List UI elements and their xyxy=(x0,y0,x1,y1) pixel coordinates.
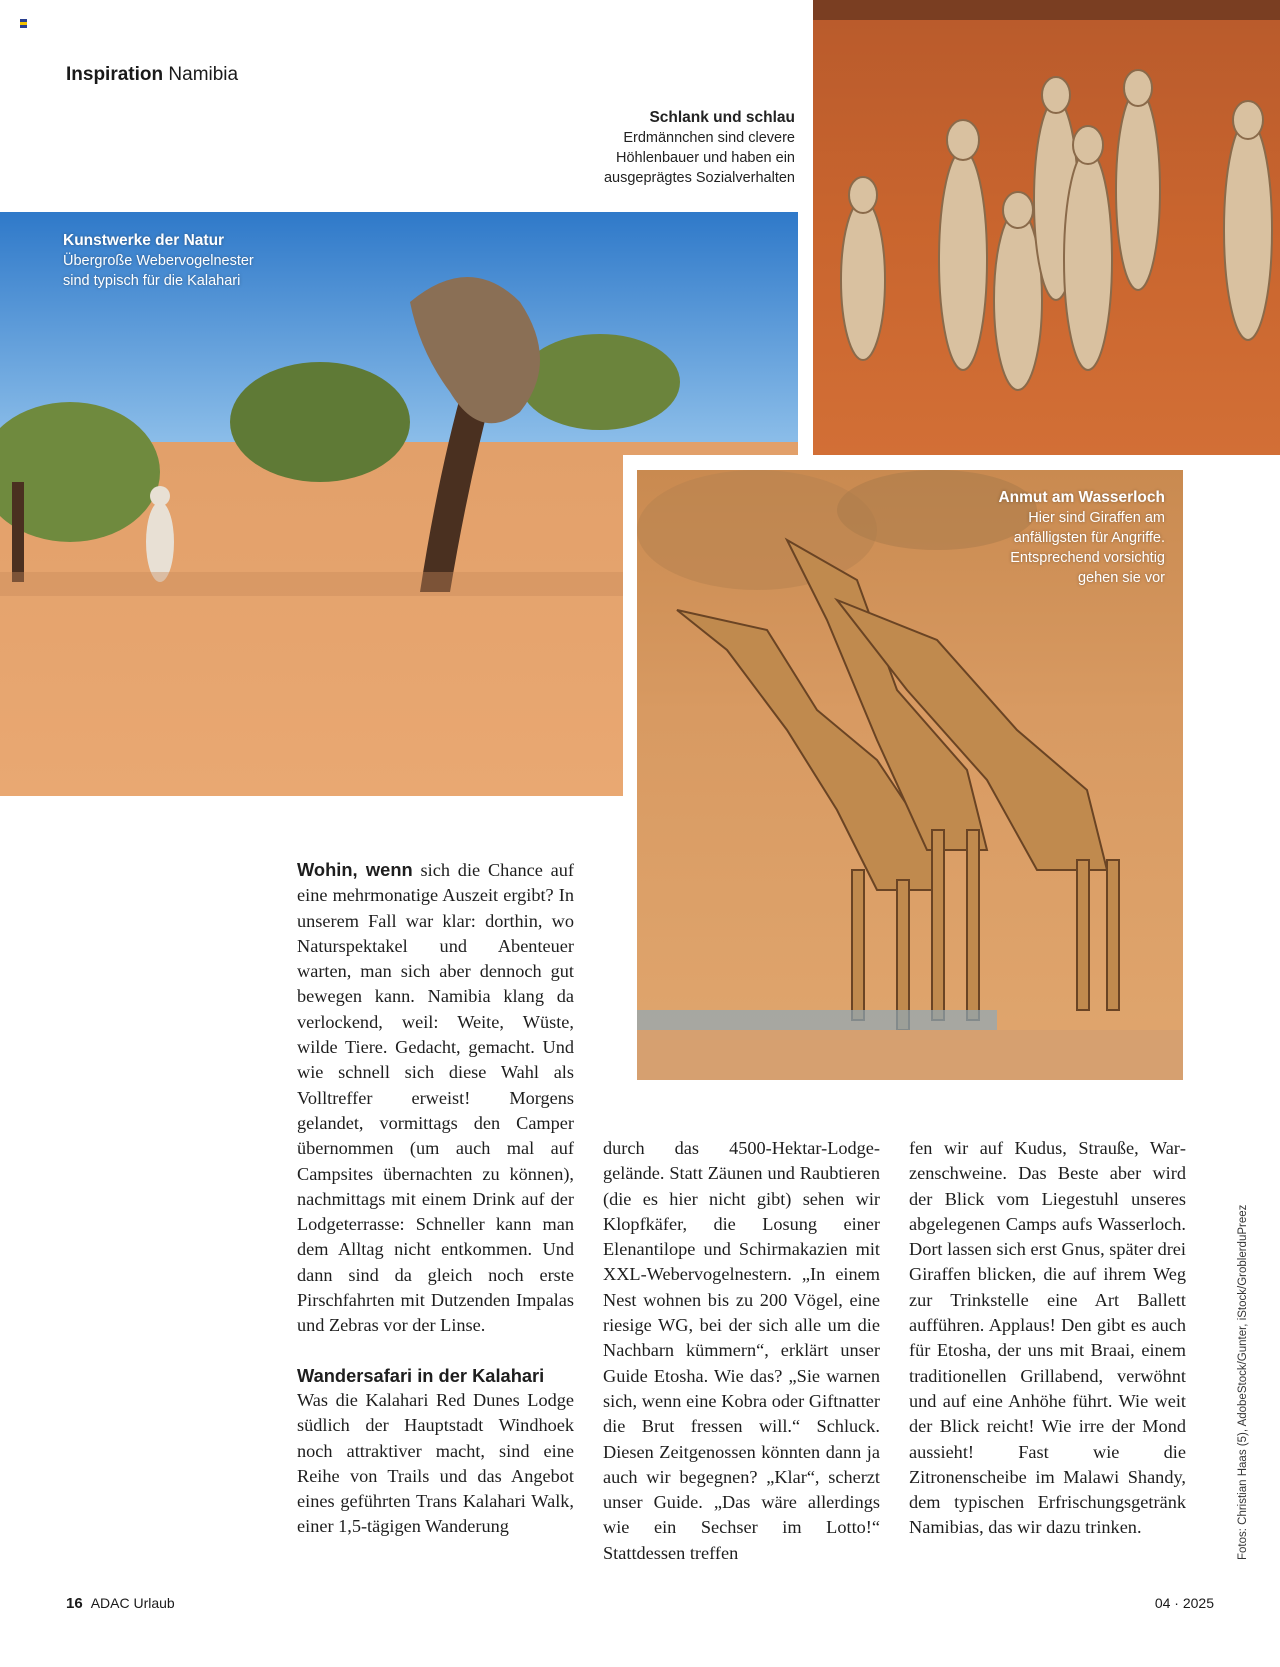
flag-icon xyxy=(20,19,27,28)
page-number: 16 xyxy=(66,1595,83,1612)
caption-line: anfälligsten für Angriffe. xyxy=(1013,530,1165,546)
magazine-name: ADAC Urlaub xyxy=(90,1595,175,1611)
caption-line: Höhlenbauer und haben ein xyxy=(616,150,795,166)
body-paragraph xyxy=(297,857,574,1339)
caption-line: gehen sie vor xyxy=(1077,570,1165,586)
subheading: Wandersafari in der Kalahari xyxy=(297,1364,545,1386)
issue-number: 04 · 2025 xyxy=(1154,1595,1214,1611)
caption-title: Kunstwerke der Natur xyxy=(63,232,225,249)
article-column-2 xyxy=(603,1136,880,1566)
caption-line: Hier sind Giraffen am xyxy=(1028,510,1165,526)
meerkat-caption xyxy=(535,108,795,188)
caption-title: Anmut am Wasserloch xyxy=(998,489,1165,506)
caption-line: ausgeprägtes Sozialverhalten xyxy=(603,170,795,186)
article-column-3 xyxy=(909,1136,1186,1541)
meerkat-photo xyxy=(813,0,1280,455)
section-kicker xyxy=(66,64,238,86)
caption-line: Entsprechend vorsichtig xyxy=(1010,550,1165,566)
caption-line: Erdmännchen sind clevere xyxy=(623,130,795,146)
weaver-caption xyxy=(63,231,254,291)
article-column-1 xyxy=(297,857,574,1540)
caption-title: Schlank und schlau xyxy=(649,109,795,126)
caption-line: sind typisch für die Kalahari xyxy=(63,273,241,289)
giraffe-caption xyxy=(968,488,1165,588)
page-footer xyxy=(66,1595,175,1612)
body-paragraph: fen wir auf Kudus, Strauße, Warzenschweine. Das Beste aber wird der Blick vom Liegestuhl unseres abgelegenen Camps aufs Wasserloch. Dort lassen sich erst Gnus, später drei Giraffen blicken, die auf ihrem Weg zur Trinkstelle eine Art Ballett aufführen. Applaus! Den gibt es auch für Etosha, der uns mit Braai, einem traditionellen Grillabend, verwöhnt und auf eine Anhöhe führt. Wie weit der Blick reicht! Wie irre der Mond aussieht! Fast wie die Zitronenscheibe im Malawi Shandy, dem typischen Erfrischungsgetränk Namibias, das wir dazu trinken. xyxy=(909,1138,1186,1538)
lead-in: Wohin, wenn xyxy=(297,859,413,880)
body-text: sich die Chance auf eine mehrmonatige Auszeit ergibt? In unserem Fall war klar: dorthin, wo Naturspektakel und Abenteuer warten, man sich aber dennoch gut bewegen kann. Namibia klang da verlockend, weil: Weite, Wüste, wilde Tiere. Gedacht, gemacht. Und wie schnell sich diese Wahl als Volltreffer erweist! Morgens gelandet, vormittags den Camper übernommen (um auch mal auf Campsites übernachten zu können), nachmittags mit einem Drink auf der Lodgeterrasse: Schneller kann man dem Alltag nicht entkommen. Und dann sind da gleich noch erste Pirschfahrten mit Dutzenden Impalas und Zebras vor der Linse. xyxy=(297,860,574,1336)
kicker-rest: Namibia xyxy=(168,64,239,85)
caption-line: Übergroße Webervogelnester xyxy=(63,253,254,269)
kicker-bold: Inspiration xyxy=(66,64,164,85)
body-paragraph: durch das 4500-Hektar-Lodgegelände. Statt Zäunen und Raubtieren (die es hier nicht gibt) sehen wir Klopfkäfer, die Losung einer Elenantilope und Schirmakazien mit XXL-Webervogelnestern. „In einem Nest wohnen bis zu 200 Vögel, eine riesige WG, bei der sich alle um die Nachbarn kümmern“, erklärt unser Guide Etosha. Wie das? „Sie warnen sich, wenn eine Kobra oder Giftnatter die Brut fressen will.“ Schluck. Diesen Zeitgenossen könnten dann ja auch wir begegnen? „Klar“, scherzt unser Guide. „Das wäre allerdings wie ein Sechser im Lotto!“ Stattdessen treffen xyxy=(603,1138,880,1563)
photo-credit: Fotos: Christian Haas (5), AdobeStock/Gunter, iStock/GroblerduPreez xyxy=(1237,1204,1249,1560)
body-paragraph: Was die Kalahari Red Dunes Lodge südlich der Hauptstadt Windhoek noch attraktiver macht, sind eine Reihe von Trails und das Angebot eines geführten Trans Kalahari Walk, einer 1,5-tägigen Wanderung xyxy=(297,1389,574,1537)
